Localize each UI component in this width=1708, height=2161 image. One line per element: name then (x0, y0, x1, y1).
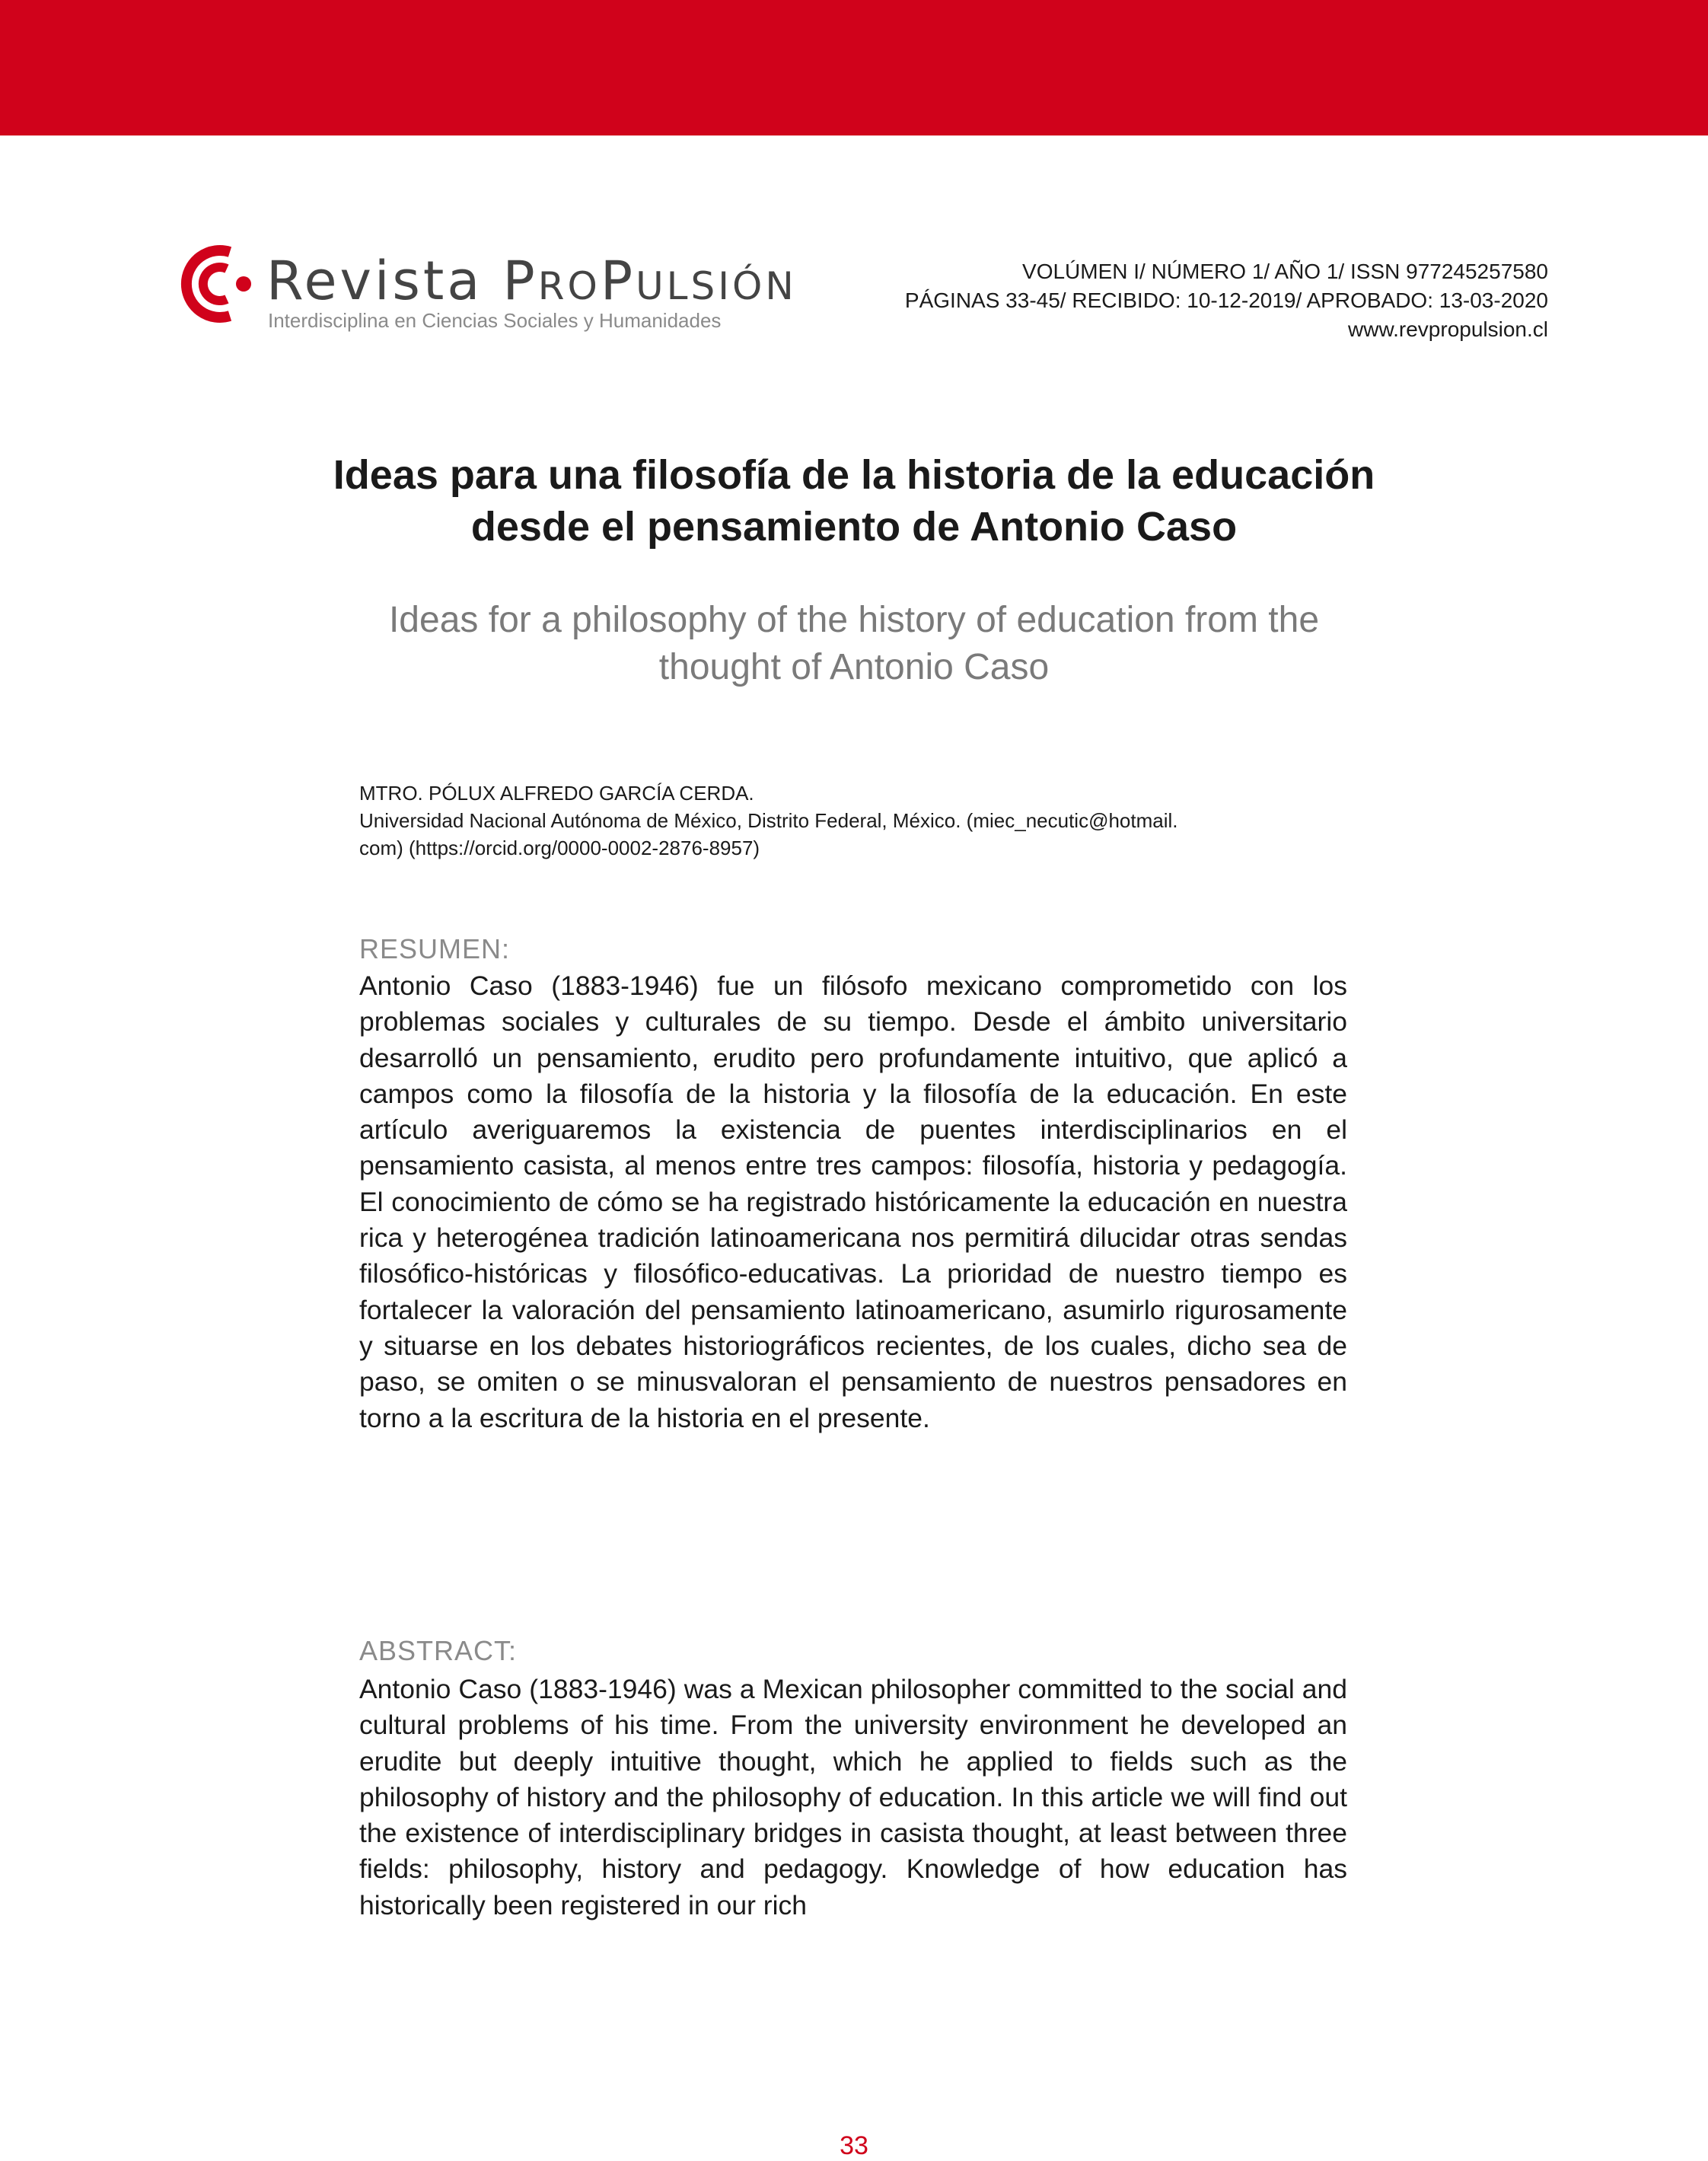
abstract-heading: ABSTRACT: (359, 1635, 518, 1666)
brand-p1: P (502, 250, 538, 312)
issue-volume-line: VOLÚMEN I/ NÚMERO 1/ AÑO 1/ ISSN 977245257580 (1022, 260, 1548, 283)
propulsion-logo-icon (174, 241, 259, 327)
issue-metadata (905, 257, 1548, 344)
article-title-english-line-1: Ideas for a philosophy of the history of education from the (388, 600, 1320, 640)
author-affiliation: Universidad Nacional Autónoma de México, Distrito Federal, México. (miec_necutic@hotmail. (359, 809, 1178, 832)
author-name: MTRO. PÓLUX ALFREDO GARCÍA CERDA. (359, 782, 754, 805)
journal-tagline: Interdisciplina en Ciencias Sociales y Humanidades (268, 309, 722, 332)
brand-ro: RO (537, 264, 601, 308)
article-title (169, 449, 1539, 553)
page-number: 33 (840, 2131, 868, 2160)
author-affiliation-contd: com) (https://orcid.org/0000-0002-2876-8957) (359, 837, 760, 859)
resumen-text: Antonio Caso (1883-1946) fue un filósofo mexicano comprometido con los problemas sociales y culturales de su tiempo. Desde el ámbito universitario desarrolló un pensamiento, erudito pero profundamente intuitivo, que aplicó a campos como la filosofía de la historia y la filosofía de la educación. En este artículo averiguaremos la existencia de puentes interdisciplinarios en el pensamiento casista, al menos entre tres campos: filosofía, historia y pedagogía. El conocimiento de cómo se ha registrado históricamente la educación en nuestra rica y heterogénea tradición latinoamericana nos permitirá dilucidar otras sendas filosófico-históricas y filosófico-educativas. La prioridad de nuestro tiempo es fortalecer la valoración del pensamiento latinoamericano, asumirlo rigurosamente y situarse en los debates historiográficos recientes, de los cuales, dicho sea de paso, se omiten o se minusvaloran el pensamiento de nuestros pensadores en torno a la escritura de la historia en el presente. (359, 971, 1347, 1433)
article-title-line-2: desde el pensamiento de Antonio Caso (470, 504, 1238, 550)
journal-logo (174, 237, 797, 336)
abstract-text: Antonio Caso (1883-1946) was a Mexican philosopher committed to the social and cultural problems of his time. From the university environment he developed an erudite but deeply intuitive thought, which he applied to fields such as the philosophy of history and the philosophy of education. In this article we will find out the existence of interdisciplinary bridges in casista thought, at least between three fields: philosophy, history and pedagogy. Knowledge of how education has historically been registered in our rich (359, 1674, 1347, 1920)
brand-ulsion: ULSIÓN (636, 264, 797, 308)
journal-url: www.revpropulsion.cl (1348, 317, 1548, 341)
brand-p2: P (600, 250, 636, 312)
issue-pages-line: PÁGINAS 33-45/ RECIBIDO: 10-12-2019/ APROBADO: 13-03-2020 (904, 288, 1548, 312)
brand-revista: Revista (266, 250, 483, 312)
header-color-band (0, 0, 1708, 135)
article-title-english (169, 597, 1539, 691)
journal-name (266, 250, 797, 313)
resumen-heading: RESUMEN: (359, 933, 511, 964)
article-title-english-line-2: thought of Antonio Caso (658, 647, 1050, 687)
article-title-line-1: Ideas para una filosofía de la historia de la educación (333, 452, 1375, 498)
author-block (359, 779, 1349, 862)
